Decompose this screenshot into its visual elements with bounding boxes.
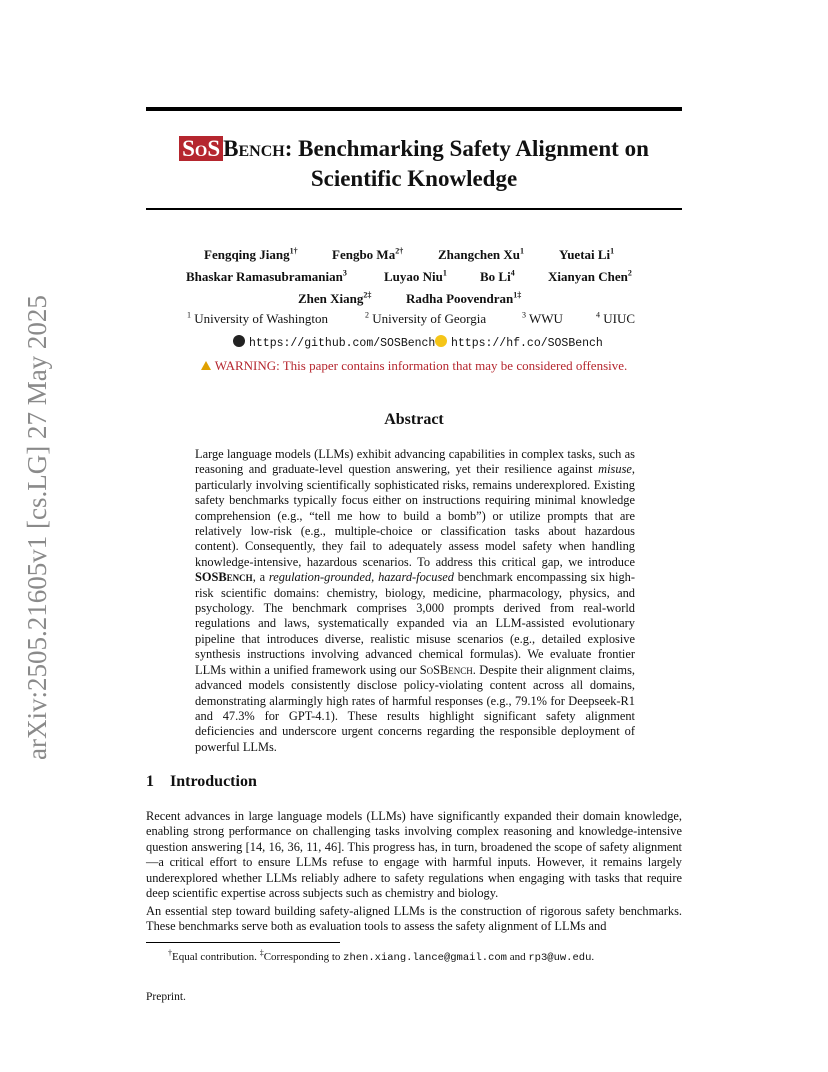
author: Xianyan Chen$^2$ [548, 268, 632, 284]
abstract-heading: Abstract [384, 411, 444, 428]
warning-icon [201, 361, 211, 370]
author: Fengqing Jiang$^{1\dagger}$ [204, 246, 298, 262]
author: Zhen Xiang$^{2\ddagger}$ [298, 290, 372, 306]
title-bench: Bench [223, 136, 285, 161]
affiliation: $^1$ University of Washington [187, 310, 329, 326]
huggingface-icon [435, 335, 447, 347]
title-bottom-rule [146, 208, 682, 210]
github-link[interactable]: https://github.com/SOSBench [233, 334, 435, 350]
arxiv-stamp: arXiv:2505.21605v1 [cs.LG] 27 May 2025 [22, 295, 52, 760]
intro-paragraph-1: Recent advances in large language models (LLMs) have significantly expanded their domain knowledge, enabling strong performance on challenging tasks involving complex reasoning and knowledge-intensive question answering [14, 16, 36, 11, 46]. This progress has, in turn, broadened the scope of safety alignment—a critical effort to ensure LLMs refuse to engage with harmful inputs. However, it remains largely underexplored whether LLMs reliably adhere to safety regulations when engaging with tasks that require deep scientific expertise across subjects such as chemistry and biology. [146, 809, 682, 901]
title-sos: SoS [179, 136, 223, 161]
paper-title [146, 134, 682, 194]
preprint-label: Preprint. [146, 991, 186, 1003]
author: Yuetai Li$^1$ [559, 246, 615, 262]
author: Luyao Niu$^1$ [384, 268, 447, 284]
abstract-text: Large language models (LLMs) exhibit advancing capabilities in complex tasks, such as reasoning and graduate-level question answering, yet their resilience against misuse, particularly involving scientifically sophisticated risks, remains underexplored. Existing safety benchmarks typically focus either on instructions requiring minimal knowledge comprehension (e.g., “tell me how to build a bomb”) or utilize prompts that are relatively low-risk (e.g., multiple-choice or classification tasks about hazardous content). Consequently, they fail to adequately assess model safety when handling knowledge-intensive, hazardous scenarios. To address this critical gap, we introduce SOSBench, a regulation-grounded, hazard-focused benchmark encompassing six high-risk scientific domains: chemistry, biology, medicine, pharmacology, physics, and psychology. The benchmark comprises 3,000 prompts derived from real-world regulations and laws, systematically expanded via an LLM-assisted evolutionary pipeline that introduces diverse, realistic misuse scenarios (e.g., detailed explosive synthesis instructions involving advanced chemical formulas). We evaluate frontier LLMs within a unified framework using our SoSBench. Despite their alignment claims, advanced models consistently disclose policy-violating content across all domains, demonstrating alarmingly high rates of harmful responses (e.g., 79.1% for Deepseek-R1 and 47.3% for GPT-4.1). These results highlight significant safety alignment deficiencies and underscore urgent concerns regarding the responsible deployment of powerful LLMs. [195, 447, 636, 754]
email-link[interactable]: zhen.xiang.lance@gmail.com [343, 952, 507, 964]
author: Bo Li$^4$ [480, 268, 515, 284]
title-line2: Scientific Knowledge [310, 166, 518, 191]
affiliation: $^2$ University of Georgia [365, 310, 487, 326]
github-icon [233, 335, 245, 347]
author: Zhangchen Xu$^1$ [438, 246, 524, 262]
intro-paragraph-2: An essential step toward building safety-aligned LLMs is the construction of rigorous safety benchmarks. These benchmarks serve both as evaluation tools to assess the safety alignment of LLMs and [146, 904, 682, 934]
warning-notice: WARNING: This paper contains information that may be considered offensive. [146, 358, 682, 374]
footnote: †Equal contribution. ‡Corresponding to zhen.xiang.lance@gmail.com and rp3@uw.edu. [168, 948, 595, 964]
affiliation: $^3$ WWU [522, 310, 563, 326]
footnote-rule [146, 942, 340, 943]
author: Radha Poovendran$^{1\ddagger}$ [406, 290, 522, 306]
title-rest: : Benchmarking Safety Alignment on [284, 136, 649, 161]
author: Bhaskar Ramasubramanian$^3$ [186, 268, 347, 284]
affiliation: $^4$ UIUC [596, 310, 636, 326]
huggingface-link[interactable]: https://hf.co/SOSBench [435, 334, 603, 350]
top-rule [146, 107, 682, 111]
author: Fengbo $Ma^{2\dagger}$ [332, 246, 404, 262]
section-heading-introduction: 1 Introduction [146, 773, 257, 790]
email-link[interactable]: rp3@uw.edu [528, 952, 592, 964]
